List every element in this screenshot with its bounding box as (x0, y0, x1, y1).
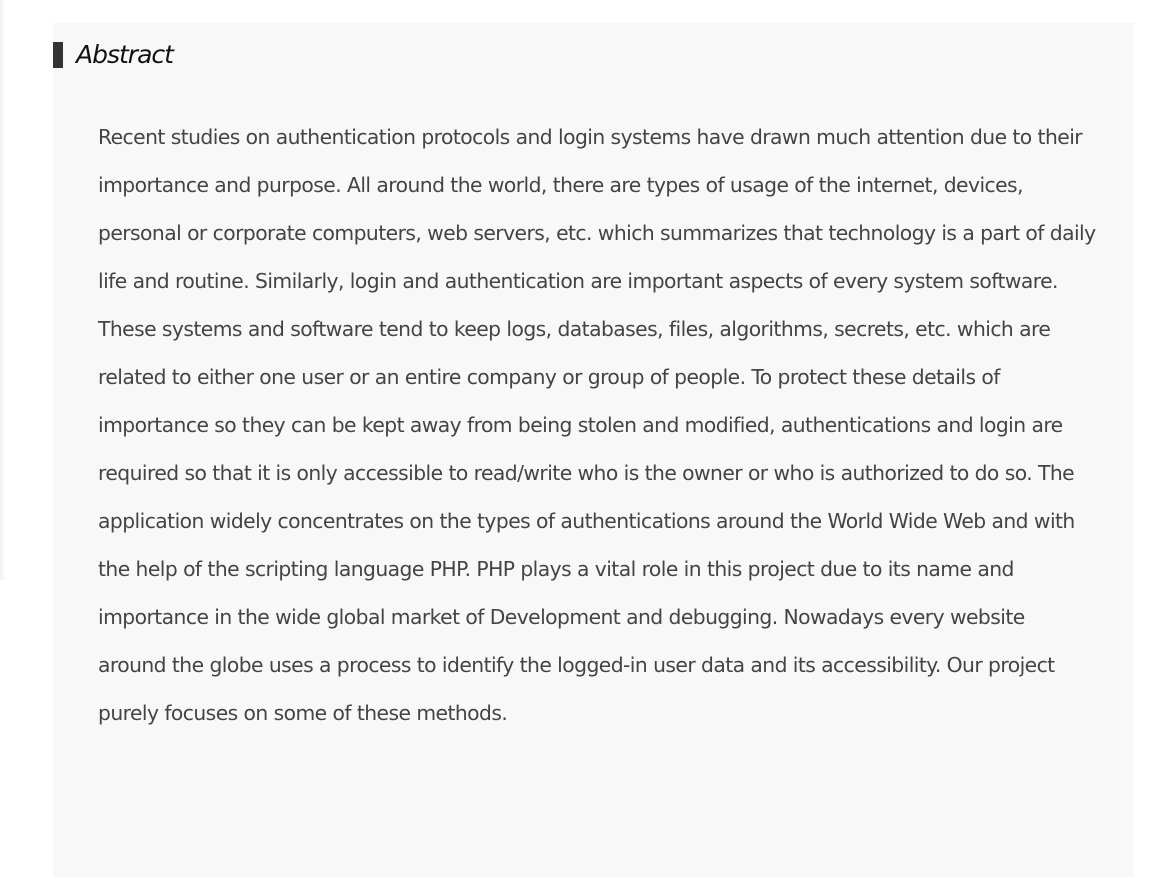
abstract-body-text: Recent studies on authentication protocols and login systems have drawn much attention due to their importance and purpose. All around the world, there are types of usage of the internet, devices, personal or corporate computers, web servers, etc. which summarizes that technology is a part of daily life and routine. Similarly, login and authentication are important aspects of every system software. These systems and software tend to keep logs, databases, files, algorithms, secrets, etc. which are related to either one user or an entire company or group of people. To protect these details of importance so they can be kept away from being stolen and modified, authentications and login are required so that it is only accessible to read/write who is the owner or who is authorized to do so. The application widely concentrates on the types of authentications around the World Wide Web and with the help of the scripting language PHP. PHP plays a vital role in this project due to its name and importance in the wide global market of Development and debugging. Nowadays every website around the globe uses a process to identify the logged-in user data and its accessibility. Our project purely focuses on some of these methods. (98, 125, 1096, 725)
left-edge-shadow (0, 0, 6, 580)
heading-bar-marker (53, 42, 63, 68)
abstract-section (53, 23, 1134, 877)
abstract-header (53, 41, 173, 69)
abstract-heading: Abstract (76, 40, 173, 69)
